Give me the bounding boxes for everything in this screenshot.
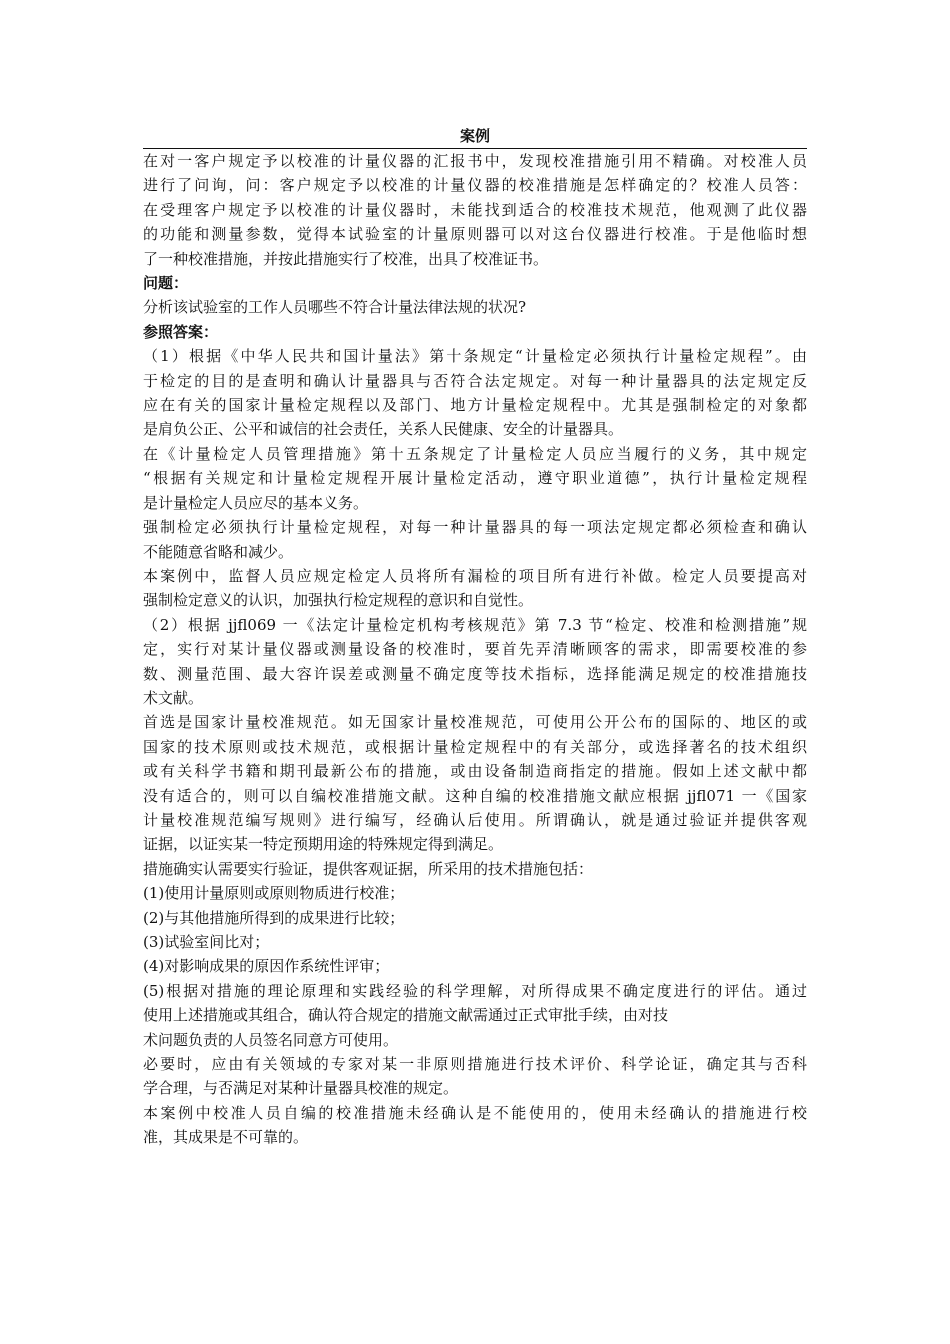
answer-line: 计量校准规范编写规则》进行编写，经确认后使用。所谓确认，就是通过验证并提供客观 — [143, 810, 807, 829]
answer-paragraph — [143, 881, 807, 905]
answer-paragraph — [143, 930, 807, 954]
answer-heading: 参照答案： — [143, 322, 219, 341]
answer-line: 强制检定意义的认识，加强执行检定规程的意识和自觉性。 — [143, 591, 534, 610]
document-body — [143, 124, 807, 1150]
answer-paragraph — [143, 344, 807, 442]
case-description — [143, 149, 807, 271]
answer-paragraph — [143, 613, 807, 711]
answer-paragraph — [143, 979, 807, 1028]
answer-line: 没有适合的，则可以自编校准措施文献。这种自编的校准措施文献应根据 jjfl071 一《国家 — [143, 786, 807, 805]
answer-line: 准，其成果是不可靠的。 — [143, 1128, 309, 1147]
answer-line: (3)试验室间比对； — [143, 933, 270, 951]
answer-paragraph — [143, 1028, 807, 1052]
answer-line: 术文献。 — [143, 688, 204, 707]
case-line: 在受理客户规定予以校准的计量仪器时，未能找到适合的校准技术规范，他观测了此仪器 — [143, 200, 807, 219]
answer-paragraph — [143, 1052, 807, 1101]
answer-line: （2）根据 jjfl069 一《法定计量检定机构考核规范》第 7.3 节“检定、校准和检测措施”规 — [143, 615, 807, 634]
document-title: 案例 — [143, 124, 807, 149]
case-line: 进行了问询，问：客户规定予以校准的计量仪器的校准措施是怎样确定的？校准人员答： — [143, 176, 807, 195]
answer-line: 定，实行对某计量仪器或测量设备的校准时，要首先弄清晰顾客的需求，即需要校准的参 — [143, 640, 807, 659]
question-heading: 问题： — [143, 274, 189, 293]
answer-line: 不能随意省略和减少。 — [143, 542, 294, 561]
answer-line: (4)对影响成果的原因作系统性评审； — [143, 957, 390, 976]
answer-paragraph — [143, 564, 807, 613]
answer-paragraph — [143, 954, 807, 978]
case-line: 的功能和测量参数，觉得本试验室的计量原则器可以对这台仪器进行校准。于是他临时想 — [143, 225, 807, 244]
answer-line: 首选是国家计量校准规范。如无国家计量校准规范，可使用公开公布的国际的、地区的或 — [143, 713, 807, 732]
answer-line: 学合理，与否满足对某种计量器具校准的规定。 — [143, 1079, 459, 1098]
answer-line: 在《计量检定人员管理措施》第十五条规定了计量检定人员应当履行的义务，其中规定 — [143, 444, 807, 463]
case-line: 了一种校准措施，并按此措施实行了校准，出具了校准证书。 — [143, 249, 549, 268]
answer-paragraph — [143, 710, 807, 856]
answer-line: (1)使用计量原则或原则物质进行校准； — [143, 884, 405, 903]
answer-paragraph — [143, 515, 807, 564]
answer-line: 证据，以证实某一特定预期用途的特殊规定得到满足。 — [143, 835, 504, 854]
answer-line: 措施确实认需要实行验证，提供客观证据，所采用的技术措施包括： — [143, 859, 594, 878]
answer-line: “根据有关规定和计量检定规程开展计量检定活动，遵守职业道德”，执行计量检定规程 — [143, 469, 807, 488]
answer-line: 本案例中，监督人员应规定检定人员将所有漏检的项目所有进行补做。检定人员要提高对 — [143, 566, 807, 585]
answer-line: 必要时，应由有关领域的专家对某一非原则措施进行技术评价、科学论证，确定其与否科 — [143, 1055, 807, 1074]
answer-line: 于检定的目的是查明和确认计量器具与否符合法定规定。对每一种计量器具的法定规定反 — [143, 371, 807, 390]
answer-line: 数、测量范围、最大容许误差或测量不确定度等技术指标，选择能满足规定的校准措施技 — [143, 664, 807, 683]
question-text: 分析该试验室的工作人员哪些不符合计量法律法规的状况? — [143, 298, 527, 317]
answer-paragraph — [143, 1101, 807, 1150]
answer-line: (5)根据对措施的理论原理和实践经验的科学理解，对所得成果不确定度进行的评估。通过 — [143, 981, 807, 1000]
answer-line: 本案例中校准人员自编的校准措施未经确认是不能使用的，使用未经确认的措施进行校 — [143, 1103, 807, 1122]
answer-line: 应在有关的国家计量检定规程以及部门、地方计量检定规程中。尤其是强制检定的对象都 — [143, 396, 807, 415]
answer-paragraph — [143, 906, 807, 930]
answer-line: 是计量检定人员应尽的基本义务。 — [143, 493, 369, 512]
answer-paragraph — [143, 857, 807, 881]
answer-line: (2)与其他措施所得到的成果进行比较； — [143, 908, 405, 927]
answer-paragraph — [143, 442, 807, 515]
answer-line: 或有关科学书籍和期刊最新公布的措施，或由设备制造商指定的措施。假如上述文献中都 — [143, 762, 807, 781]
case-line: 在对一客户规定予以校准的计量仪器的汇报书中，发现校准措施引用不精确。对校准人员 — [143, 152, 807, 170]
answer-line: 强制检定必须执行计量检定规程，对每一种计量器具的每一项法定规定都必须检查和确认 — [143, 518, 807, 537]
answer-line: 是肩负公正、公平和诚信的社会责任，关系人民健康、安全的计量器具。 — [143, 420, 624, 439]
answer-line: 国家的技术原则或技术规范，或根据计量检定规程中的有关部分，或选择著名的技术组织 — [143, 737, 807, 756]
answer-line: （1）根据《中华人民共和国计量法》第十条规定“计量检定必须执行计量检定规程”。由 — [143, 347, 807, 366]
answer-body — [143, 344, 807, 1149]
answer-line: 使用上述措施或其组合，确认符合规定的措施文献需通过正式审批手续，由对技 — [143, 1006, 669, 1025]
answer-line: 术问题负责的人员签名同意方可使用。 — [143, 1030, 399, 1049]
